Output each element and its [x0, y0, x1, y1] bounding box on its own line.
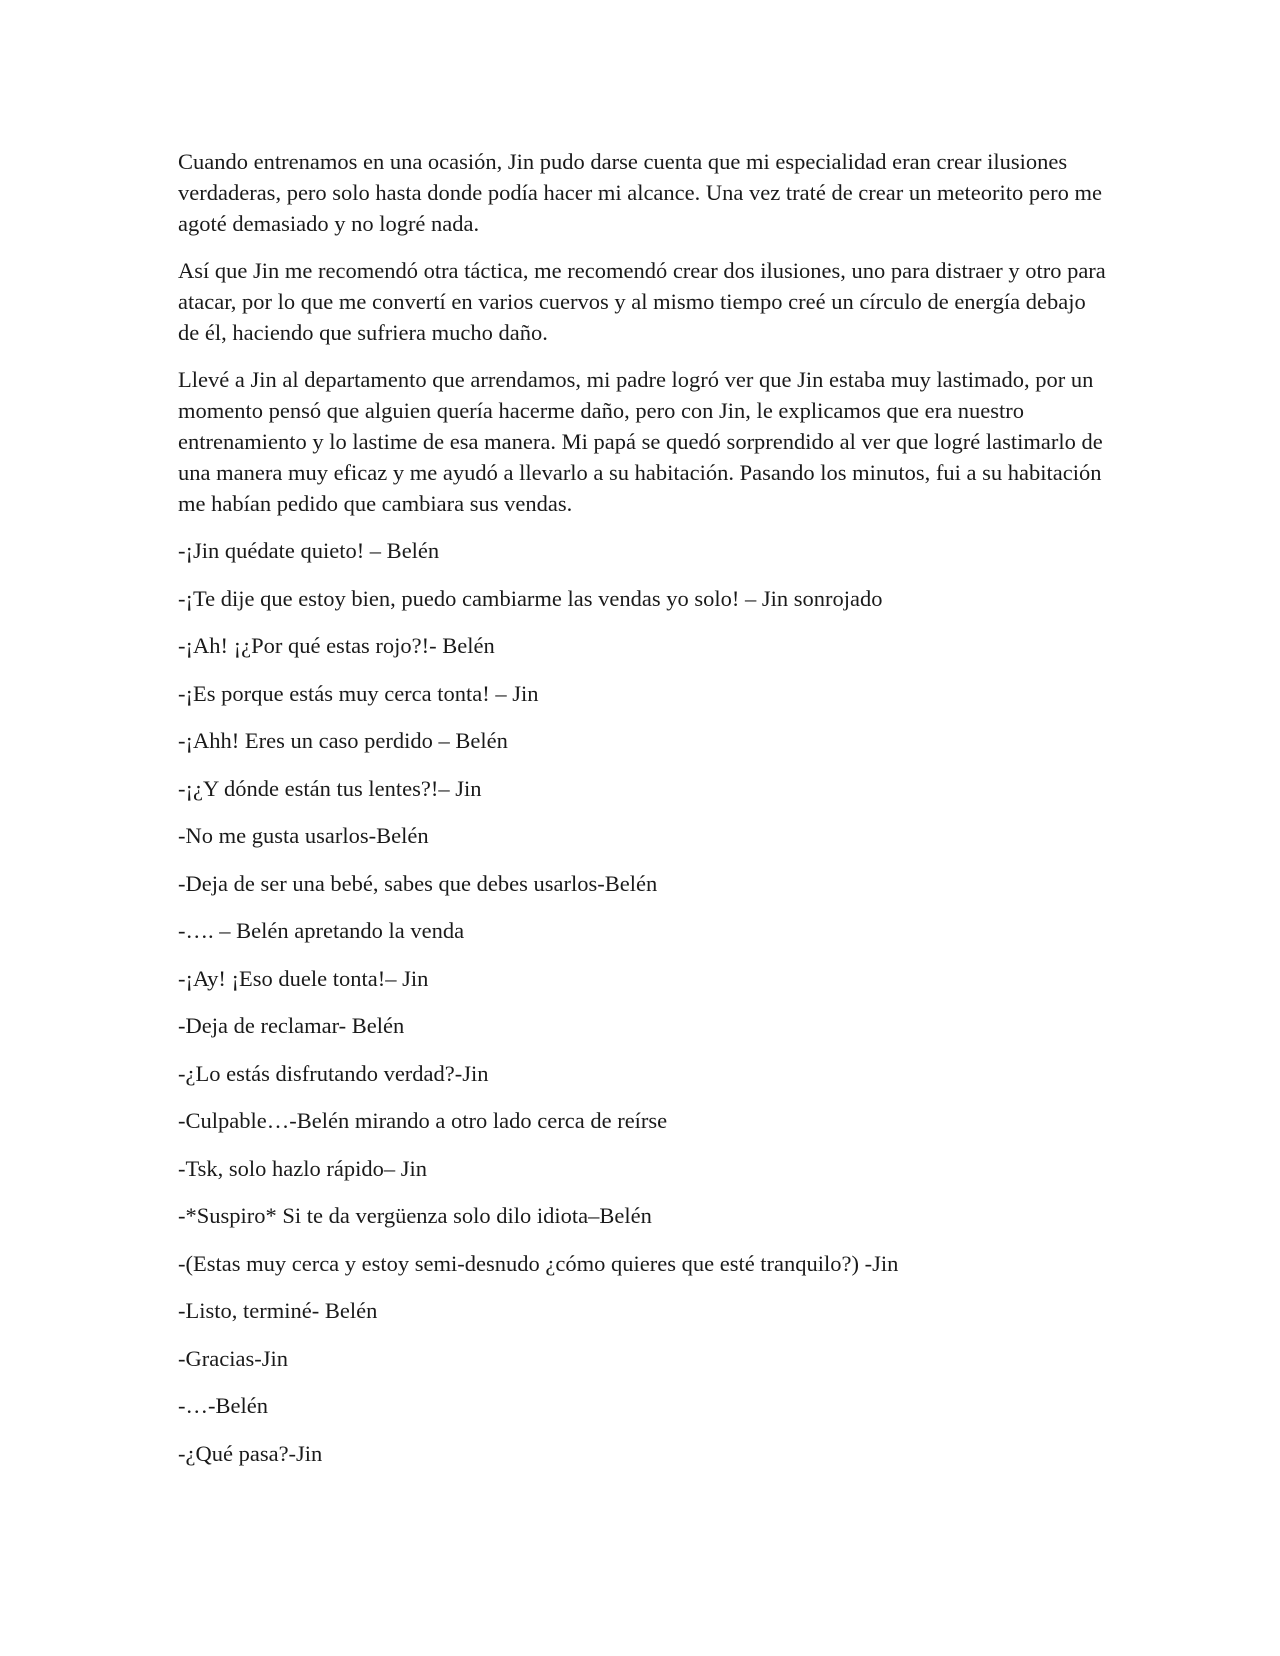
dialogue-line: -Deja de ser una bebé, sabes que debes usarlos-Belén — [178, 870, 658, 896]
paragraph: Cuando entrenamos en una ocasión, Jin pudo darse cuenta que mi especialidad eran crear ilusiones verdaderas, pero solo hasta donde podía hacer mi alcance. Una vez traté de crear un meteorito pero me agoté demasiado y no logré nada. — [178, 149, 1102, 236]
dialogue-line: -…. – Belén apretando la venda — [178, 918, 465, 943]
dialogue-line: -¿Qué pasa?-Jin — [178, 1440, 323, 1466]
paragraph: Llevé a Jin al departamento que arrendamos, mi padre logró ver que Jin estaba muy lastimado, por un momento pensó que alguien quería hacerme daño, pero con Jin, le explicamos que era nuestro entrenamiento y lo lastime de esa manera. Mi papá se quedó sorprendido al ver que logré lastimarlo de una manera muy eficaz y me ayudó a llevarlo a su habitación. Pasando los minutos, fui a su habitación me habían pedido que cambiara sus vendas. — [178, 367, 1103, 516]
dialogue-line: -Gracias-Jin — [178, 1345, 288, 1371]
dialogue-line: -¡Te dije que estoy bien, puedo cambiarme las vendas yo solo! – Jin sonrojado — [178, 585, 883, 611]
dialogue-line: -¿Lo estás disfrutando verdad?-Jin — [178, 1060, 489, 1086]
dialogue-line: -¡Es porque estás muy cerca tonta! – Jin — [178, 680, 539, 706]
dialogue-line: -¡Jin quédate quieto! – Belén — [178, 538, 440, 563]
dialogue-line: -¡Ahh! Eres un caso perdido – Belén — [178, 728, 508, 753]
dialogue-line: -¡¿Y dónde están tus lentes?!– Jin — [178, 775, 482, 801]
dialogue-line: -…-Belén — [178, 1393, 268, 1418]
dialogue-line: -Culpable…-Belén mirando a otro lado cerca de reírse — [178, 1108, 668, 1133]
dialogue-line: -¡Ay! ¡Eso duele tonta!– Jin — [178, 965, 429, 991]
dialogue-line: -(Estas muy cerca y estoy semi-desnudo ¿cómo quieres que esté tranquilo?) -Jin — [178, 1250, 899, 1276]
paragraph: Así que Jin me recomendó otra táctica, me recomendó crear dos ilusiones, uno para distraer y otro para atacar, por lo que me convertí en varios cuervos y al mismo tiempo creé un círculo de energía debajo de él, haciendo que sufriera mucho daño. — [178, 258, 1106, 345]
dialogue-line: -*Suspiro* Si te da vergüenza solo dilo idiota–Belén — [178, 1203, 652, 1228]
document-body — [178, 146, 1108, 1485]
dialogue-line: -Deja de reclamar- Belén — [178, 1013, 405, 1038]
dialogue-line: -No me gusta usarlos-Belén — [178, 823, 429, 848]
dialogue-line: -Listo, terminé- Belén — [178, 1298, 378, 1323]
dialogue-line: -¡Ah! ¡¿Por qué estas rojo?!- Belén — [178, 633, 495, 658]
dialogue-line: -Tsk, solo hazlo rápido– Jin — [178, 1155, 428, 1181]
